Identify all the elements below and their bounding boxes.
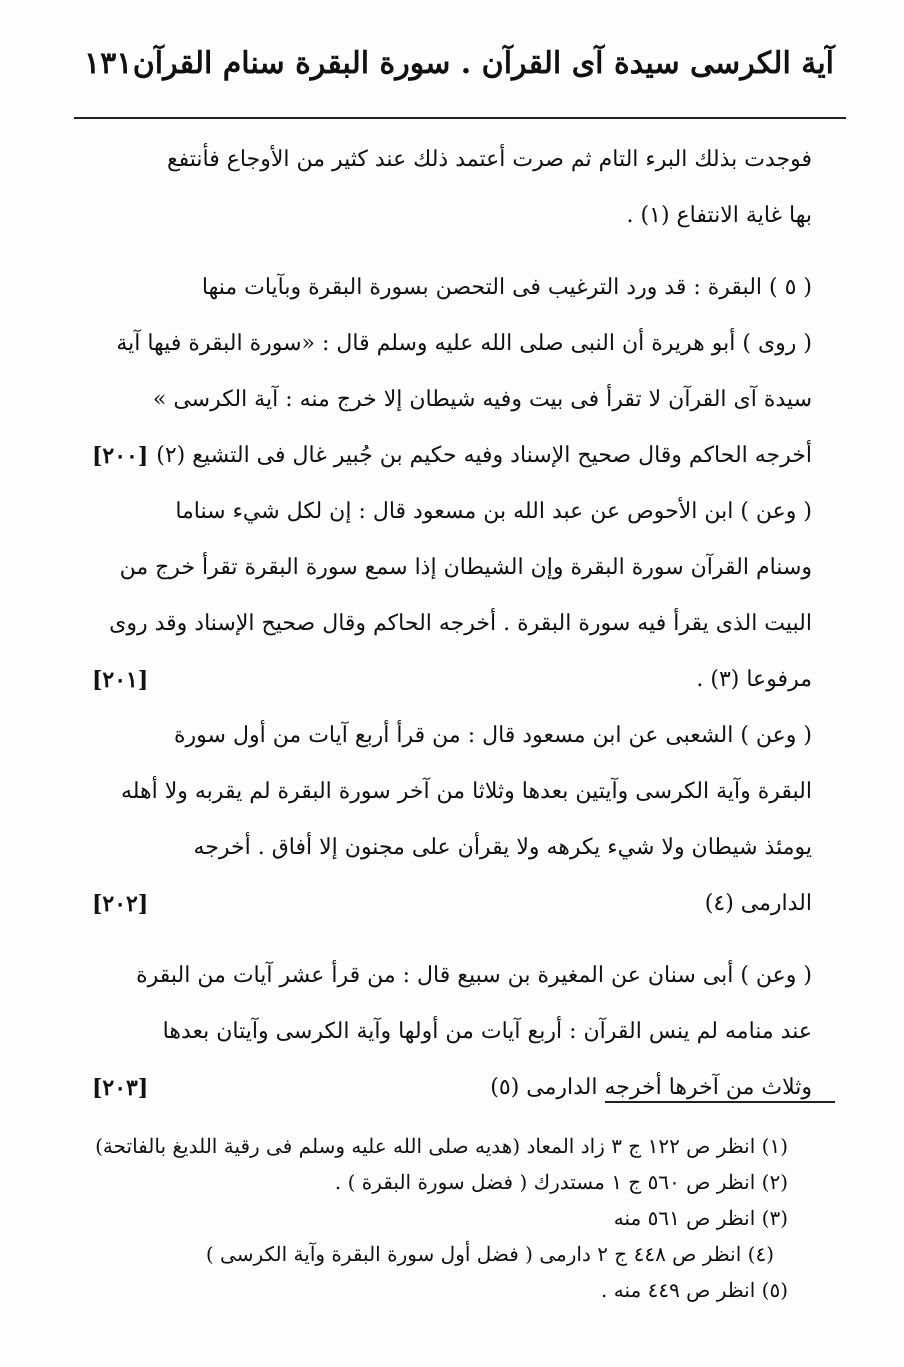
paragraph-intro xyxy=(92,132,812,244)
text-line: سيدة آى القرآن لا تقرأ فى بيت وفيه شيطان إلا خرج منه : آية الكرسى » xyxy=(152,387,812,412)
hadith-number: [٢٠٠] xyxy=(92,443,149,469)
running-header xyxy=(70,40,834,100)
main-text xyxy=(92,132,812,1116)
text-line: بها غاية الانتفاع (١) . xyxy=(626,203,812,228)
text-line-content: الدارمى (٤) xyxy=(704,891,812,916)
text-line: عند منامه لم ينس القرآن : أربع آيات من أولها وآية الكرسى وآيتان بعدها xyxy=(162,1019,812,1044)
footnotes xyxy=(92,1128,788,1308)
hadith-number: [٢٠١] xyxy=(92,667,149,693)
text-line: ( ٥ ) البقرة : قد ورد الترغيب فى التحصن بسورة البقرة وبآيات منها xyxy=(201,275,812,300)
text-line xyxy=(92,428,812,484)
text-line: ( وعن ) الشعبى عن ابن مسعود قال : من قرأ أربع آيات من أول سورة xyxy=(174,723,812,748)
text-line-content: أخرجه الحاكم وقال صحيح الإسناد وفيه حكيم بن جُبير غال فى التشيع (٢) xyxy=(156,443,812,468)
footnote-2: (٢) انظر ص ٥٦٠ ج ١ مستدرك ( فضل سورة البقرة ) . xyxy=(334,1170,788,1194)
footnote-4: (٤) انظر ص ٤٤٨ ج ٢ دارمى ( فضل أول سورة البقرة وآية الكرسى ) xyxy=(205,1242,774,1266)
text-line xyxy=(92,876,812,932)
text-line: يومئذ شيطان ولا شيء يكرهه ولا يقرأن على مجنون إلا أفاق . أخرجه xyxy=(193,835,812,860)
paragraph-5 xyxy=(92,260,812,484)
page-number: ١٣١ xyxy=(84,46,133,81)
text-line xyxy=(92,652,812,708)
paragraph-abi-sinan xyxy=(92,948,812,1116)
text-line: البيت الذى يقرأ فيه سورة البقرة . أخرجه الحاكم وقال صحيح الإسناد وقد روى xyxy=(109,611,812,636)
running-title: آية الكرسى سيدة آى القرآن . سورة البقرة سنام القرآن xyxy=(132,46,834,81)
text-line: فوجدت بذلك البرء التام ثم صرت أعتمد ذلك عند كثير من الأوجاع فأنتفع xyxy=(166,147,812,172)
footnote-5: (٥) انظر ص ٤٤٩ منه . xyxy=(601,1278,788,1302)
header-divider xyxy=(74,117,846,119)
text-line-content: وثلاث من آخرها أخرجه الدارمى (٥) xyxy=(490,1075,812,1100)
text-line: ( روى ) أبو هريرة أن النبى صلى الله عليه وسلم قال : «سورة البقرة فيها آية xyxy=(116,331,812,356)
footnote-1: (١) انظر ص ١٢٢ ج ٣ زاد المعاد (هديه صلى الله عليه وسلم فى رقية اللديغ بالفاتحة) xyxy=(95,1134,788,1158)
footnote-divider xyxy=(605,1101,835,1103)
text-line: ( وعن ) ابن الأحوص عن عبد الله بن مسعود قال : إن لكل شيء سناما xyxy=(175,499,812,524)
text-line: ( وعن ) أبى سنان عن المغيرة بن سبيع قال : من قرأ عشر آيات من البقرة xyxy=(136,963,812,988)
paragraph-ibn-masud xyxy=(92,484,812,708)
text-line xyxy=(92,1060,812,1116)
text-line: وسنام القرآن سورة البقرة وإن الشيطان إذا سمع سورة البقرة تقرأ خرج من xyxy=(119,555,812,580)
hadith-number: [٢٠٣] xyxy=(92,1075,149,1101)
text-line-content: مرفوعا (٣) . xyxy=(696,667,812,692)
hadith-number: [٢٠٢] xyxy=(92,891,149,917)
footnote-3: (٣) انظر ص ٥٦١ منه xyxy=(613,1206,788,1230)
paragraph-shabi xyxy=(92,708,812,932)
text-line: البقرة وآية الكرسى وآيتين بعدها وثلاثا من آخر سورة البقرة لم يقربه ولا أهله xyxy=(120,779,812,804)
